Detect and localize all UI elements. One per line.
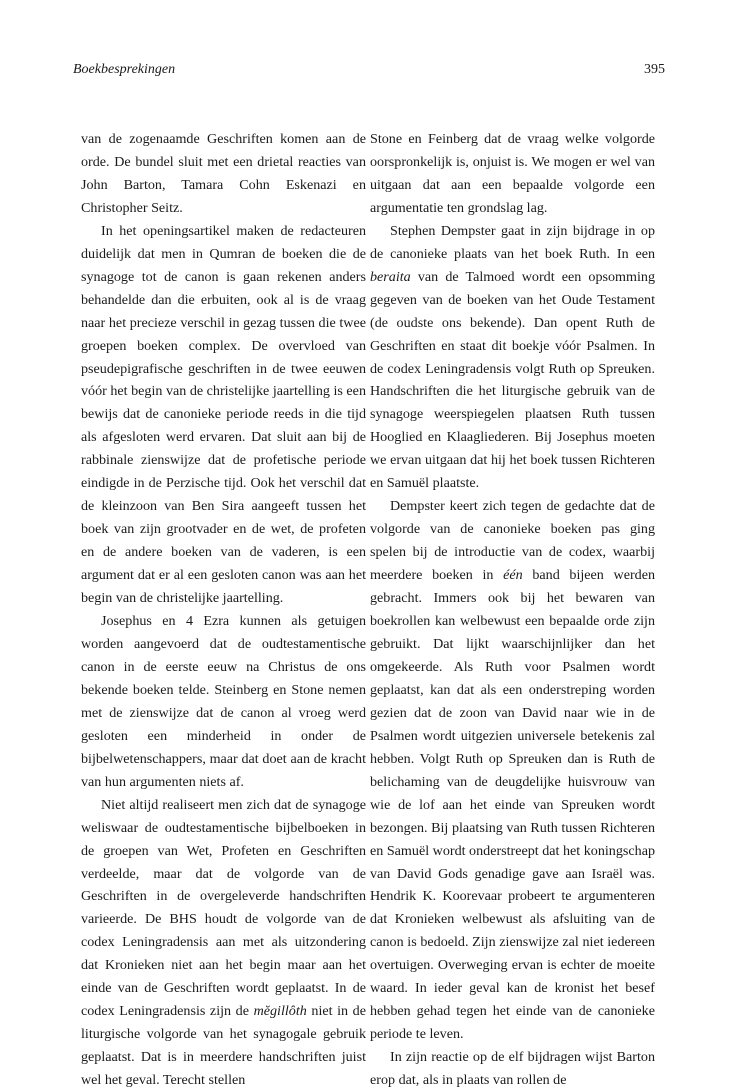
right-column [370, 128, 655, 1092]
paragraph: In zijn reactie op de elf bijdragen wijst Barton erop dat, als in plaats van rollen de [370, 1049, 655, 1089]
text-run: Niet altijd realiseert men zich dat de synagoge weliswaar de oudtestamentische bijbelboeken in de groepen van Wet, Profeten en Geschriften verdeelde, maar dat de volgorde van de Geschriften in de overgeleverde handschriften varieerde. De BHS houdt de volgorde van de codex Leningradensis aan met als uitzondering dat Kronieken niet aan het begin maar aan het einde van de Geschriften wordt geplaatst. In de codex Leningradensis zijn de [81, 796, 366, 1020]
page-number: 395 [644, 62, 665, 77]
paragraph [370, 220, 655, 495]
text-run: van de Talmoed wordt een opsomming gegeven van de boeken van het Oude Testament (de oudste ons bekende). Dan opent Ruth de Geschriften en staat dit boekje vóór Psalmen. In de codex Leningradensis volgt Ruth op Spreuken. Handschriften die het liturgische gebruik van de synagoge weerspiegelen plaatsen Ruth tussen Hooglied en Klaagliederen. Bij Josephus moeten we ervan uitgaan dat hij het boek tussen Richteren en Samuël plaatste. [370, 268, 655, 492]
paragraph: Stone en Feinberg dat de vraag welke volgorde oorspronkelijk is, onjuist is. We mogen er wel van uitgaan dat aan een bepaalde volgorde een argumentatie ten grondslag lag. [370, 131, 655, 216]
page-header [73, 62, 665, 84]
italic-term: beraita [370, 268, 411, 285]
paragraph: In het openingsartikel maken de redacteuren duidelijk dat men in Qumran de boeken die de synagoge tot de canon is gaan rekenen anders behandelde dan die erbuiten, ook al is de vraag naar het precieze verschil in gezag tussen die twee groepen boeken complex. De overvloed van pseudepigrafische geschriften in de twee eeuwen vóór het begin van de christelijke jaartelling is een bewijs dat de canonieke periode reeds in die tijd als afgesloten werd ervaren. Dat sluit aan bij de rabbinale zienswijze dat de profetische periode eindigde in de Perzische tijd. Ook het verschil dat de kleinzoon van Ben Sira aangeeft tussen het boek van zijn grootvader en de wet, de profeten en de andere boeken van de vaderen, is een argument dat er al een gesloten canon was aan het begin van de christelijke jaartelling. [81, 222, 366, 607]
running-title: Boekbesprekingen [73, 62, 176, 77]
italic-term: mĕgillôth [253, 1003, 307, 1020]
paragraph [81, 794, 366, 1092]
paragraph: Josephus en 4 Ezra kunnen als getuigen worden aangevoerd dat de oudtestamentische canon in de eerste eeuw na Christus de ons bekende boeken telde. Steinberg en Stone nemen met de zienswijze dat de canon al vroeg werd gesloten een minderheid in onder de bijbelwetenschappers, maar dat doet aan de kracht van hun argumenten niets af. [81, 613, 366, 790]
text-run: Stephen Dempster gaat in zijn bijdrage in op de canonieke plaats van het boek Ruth. In een [370, 222, 655, 262]
text-run: band bijeen werden gebracht. Immers ook bij het bewaren van boekrollen kan welbewust een bepaalde orde zijn gebruikt. Dat lijkt waarschijnlijker dan het omgekeerde. Als Ruth voor Psalmen wordt geplaatst, kan dat als een onderstreping worden gezien dat de zoon van David naar wie in de Psalmen wordt uitgezien universele betekenis zal hebben. Volgt Ruth op Spreuken dan is Ruth de belichaming van de deugdelijke huisvrouw van wie de lof aan het einde van Spreuken wordt bezongen. Bij plaatsing van Ruth tussen Richteren en Samuël wordt onderstreept dat het koningschap van David Gods genadige gave aan Israël was. Hendrik K. Koorevaar probeert te argumenteren dat Kronieken welbewust als afsluiting van de canon is bedoeld. Zijn zienswijze zal niet iedereen overtuigen. Overweging ervan is echter de moeite waard. In ieder geval kan de kronist het besef hebben gehad tegen het einde van de canonieke periode te leven. [370, 567, 655, 1043]
paragraph: van de zogenaamde Geschriften komen aan de orde. De bundel sluit met een drietal reacties van John Barton, Tamara Cohn Eskenazi en Christopher Seitz. [81, 131, 366, 216]
text-run: Dempster keert zich tegen de gedachte dat de volgorde van de canonieke boeken pas ging spelen bij de introductie van de codex, waarbij meerdere boeken in [370, 498, 655, 584]
italic-term: één [503, 567, 523, 584]
paragraph [370, 495, 655, 1046]
left-column [81, 128, 366, 1092]
text-run: niet in de liturgische volgorde van het synagogale gebruik geplaatst. Dat is in meerdere handschriften juist wel het geval. Terecht stellen [81, 1003, 366, 1089]
